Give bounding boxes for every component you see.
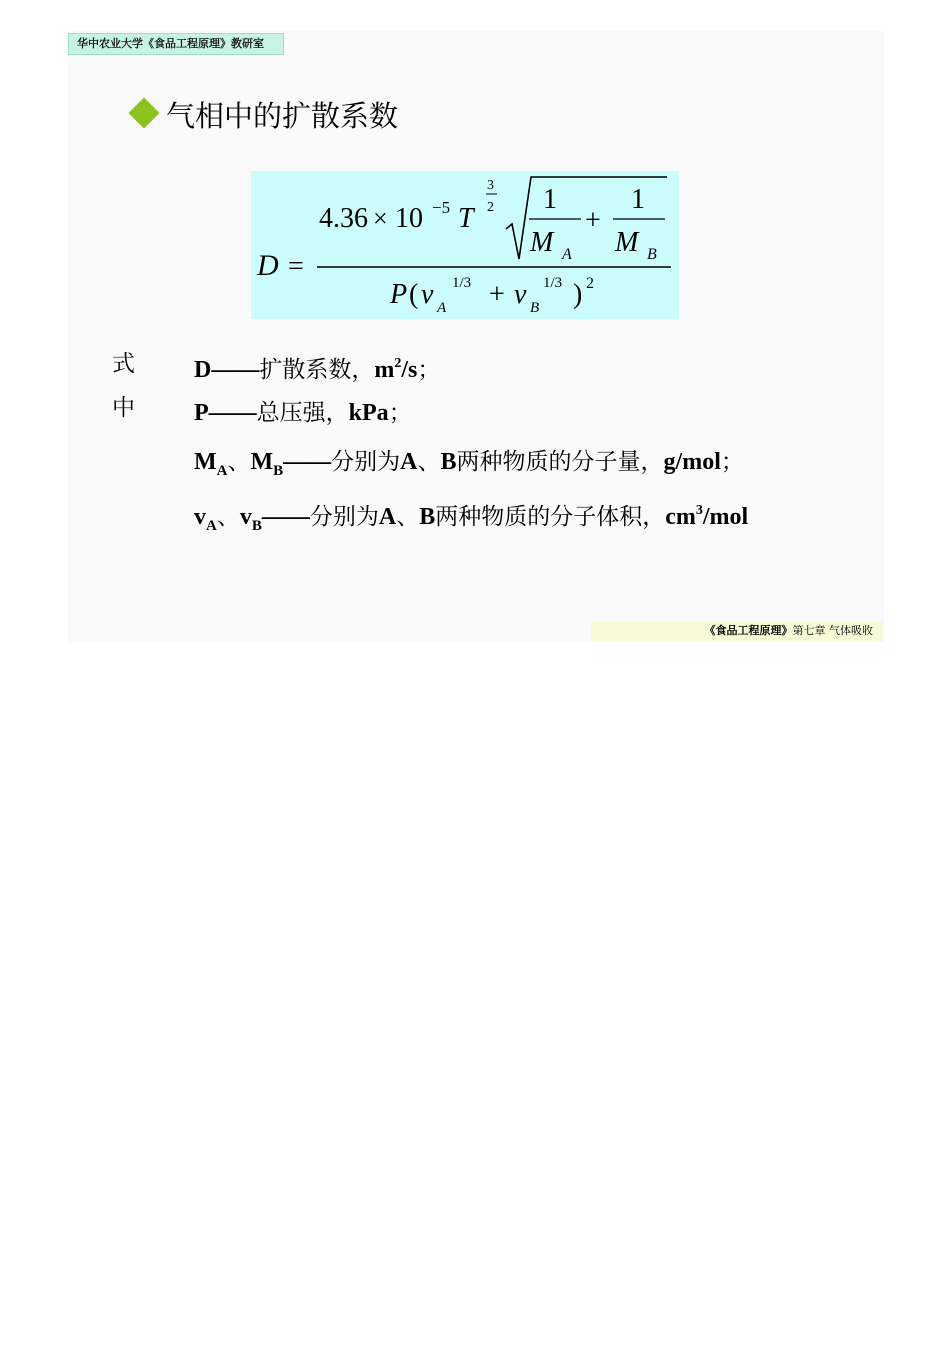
diffusion-formula xyxy=(251,171,679,319)
definitions-lead: 式中 xyxy=(112,351,135,421)
definition-row-P xyxy=(194,393,412,433)
def-end: ； xyxy=(417,357,441,383)
def-sep: 、 xyxy=(417,449,441,475)
def-dash: —— xyxy=(211,357,260,383)
def-unit-sup: 3 xyxy=(695,503,703,518)
formula-ten: 10 xyxy=(395,203,423,234)
formula-exp-num: 3 xyxy=(487,178,494,193)
def-sub: B xyxy=(273,463,284,479)
formula-plus-den: + xyxy=(489,279,505,310)
footer-book: 《食品工程原理》 xyxy=(704,624,793,637)
formula-M-a: M xyxy=(530,227,554,258)
formula-third-b: 1/3 xyxy=(543,275,563,291)
formula-T: T xyxy=(458,203,474,234)
formula-v-b: v xyxy=(514,279,527,310)
formula-equals: = xyxy=(288,251,304,282)
def-dash: —— xyxy=(208,400,257,426)
formula-D: D xyxy=(257,249,279,282)
formula-v-sub-B: B xyxy=(530,300,540,316)
def-unit-post: /mol xyxy=(702,504,749,530)
formula-P: P xyxy=(390,279,408,310)
formula-sq: 2 xyxy=(586,275,594,292)
def-text: 两种物质的分子量， xyxy=(456,449,664,475)
header-institution-tag: 华中农业大学《食品工程原理》教研室 xyxy=(68,33,284,55)
def-symbol: M xyxy=(250,449,274,475)
def-symbol: M xyxy=(194,449,217,475)
def-symbol: v xyxy=(194,504,206,530)
footer-chapter-tag xyxy=(591,621,883,641)
formula-one-b: 1 xyxy=(631,184,645,215)
def-sub: B xyxy=(251,518,262,534)
def-end: ； xyxy=(388,400,412,426)
def-unit-post: /s xyxy=(401,357,418,383)
definition-row-D xyxy=(194,344,440,390)
formula-svg xyxy=(251,171,679,319)
def-text: 扩散系数， xyxy=(259,357,375,383)
def-text: 总压强， xyxy=(256,400,349,426)
def-text: 分别为 xyxy=(331,449,401,475)
formula-exp: −5 xyxy=(432,198,451,217)
formula-sub-A: A xyxy=(562,246,572,263)
formula-rparen: ) xyxy=(573,279,583,310)
formula-one-a: 1 xyxy=(543,184,557,215)
def-unit: g/mol xyxy=(663,449,721,475)
def-text: 分别为 xyxy=(309,504,379,530)
def-unit: m xyxy=(374,357,395,383)
def-sub: A xyxy=(206,518,217,534)
def-B: B xyxy=(419,504,436,530)
def-symbol: v xyxy=(239,504,252,530)
def-symbol: P xyxy=(194,400,209,426)
def-dash: —— xyxy=(283,449,332,475)
def-unit: cm xyxy=(665,504,696,530)
def-unit-sup: 2 xyxy=(394,356,402,371)
slide-title: 气相中的扩散系数 xyxy=(166,99,399,133)
def-sub: A xyxy=(216,463,228,479)
def-dash: —— xyxy=(261,504,310,530)
formula-sub-B: B xyxy=(647,246,657,263)
formula-v-sub-A: A xyxy=(437,300,447,316)
formula-third-a: 1/3 xyxy=(452,275,472,291)
def-A: A xyxy=(400,449,418,475)
formula-M-b: M xyxy=(615,227,639,258)
def-unit: kPa xyxy=(348,400,389,426)
def-symbol: D xyxy=(194,357,212,383)
def-B: B xyxy=(440,449,457,475)
def-text: 两种物质的分子体积， xyxy=(435,504,666,530)
formula-plus-sqrt: + xyxy=(585,205,601,236)
formula-v-a: v xyxy=(421,279,434,310)
formula-exp-den: 2 xyxy=(487,200,494,215)
def-sep: 、 xyxy=(216,504,240,530)
formula-lparen: ( xyxy=(409,279,419,310)
def-end: ； xyxy=(720,449,744,475)
def-sep: 、 xyxy=(396,504,420,530)
formula-coef: 4.36 xyxy=(319,203,368,234)
def-sep: 、 xyxy=(227,449,251,475)
footer-chapter: 第七章 气体吸收 xyxy=(792,624,873,637)
definition-row-M xyxy=(194,442,744,491)
formula-times: × xyxy=(373,204,388,233)
def-A: A xyxy=(378,504,397,530)
definition-row-v xyxy=(194,491,748,546)
